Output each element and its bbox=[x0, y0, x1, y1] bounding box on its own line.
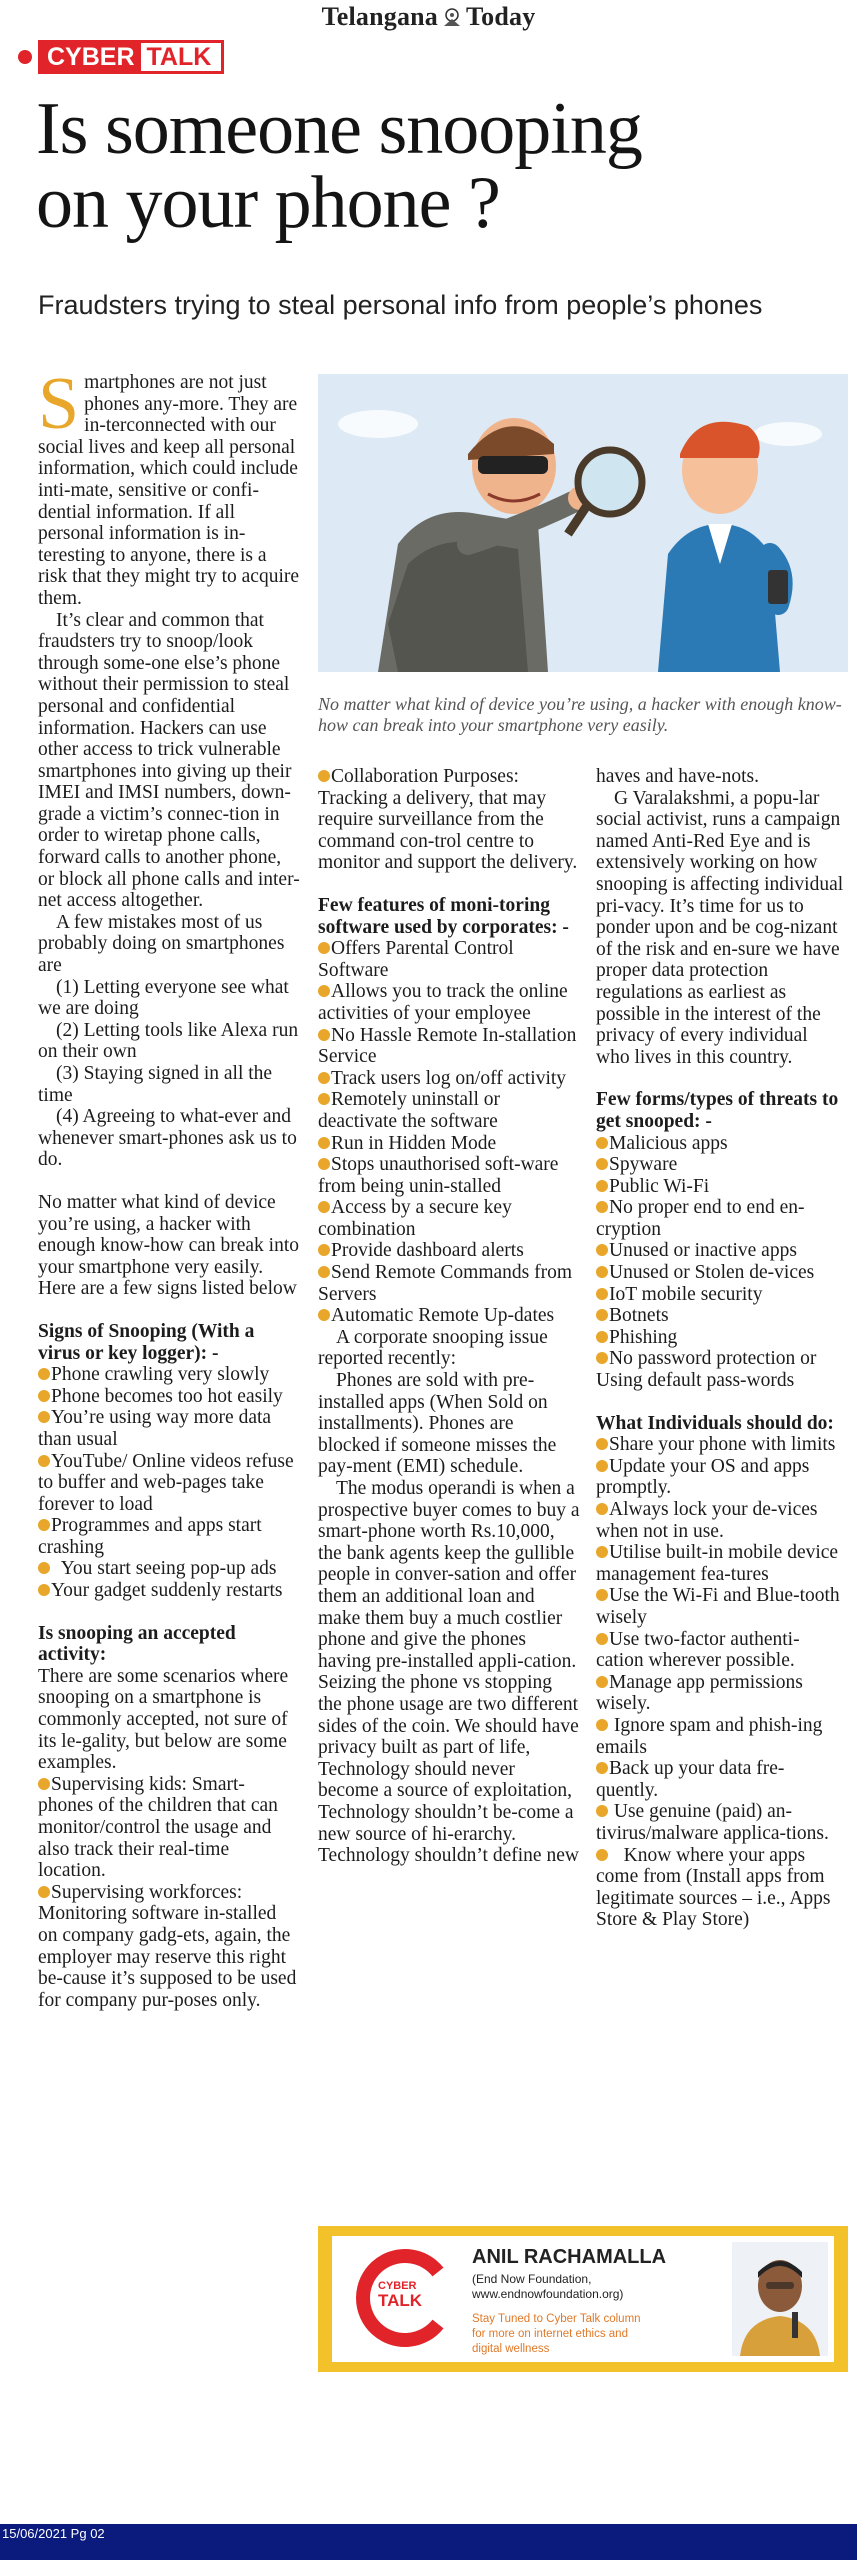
bullet-icon bbox=[596, 1762, 608, 1774]
list-item: You start seeing pop-up ads bbox=[38, 1558, 300, 1580]
hacker-snooping-image bbox=[318, 374, 848, 672]
paragraph-modus: The modus operandi is when a prospective buyer comes to buy a smart-phone worth Rs.10,000, the bank agents keep the gullible people in conver-sation and offer them an additional loan and make them buy a much costlier phone and give the phones having pre-installed appli-cation. Seizing the phone vs stopping the phone usage are two different sides of the coin. We should have privacy built as part of life, Technology should never become a source of exploitation, Technology shouldn’t be-come a new source of hi-erarchy. Technology shouldn’t define new bbox=[318, 1478, 580, 1867]
section-tag bbox=[18, 40, 224, 74]
bullet-icon bbox=[318, 1093, 330, 1105]
paragraph-mistakes: A few mistakes most of us probably doing on smartphones are bbox=[38, 911, 285, 977]
list-item: Update your OS and apps promptly. bbox=[596, 1455, 810, 1499]
masthead-left: Telangana bbox=[321, 2, 439, 31]
bullet-icon bbox=[318, 1158, 330, 1170]
bullet-icon bbox=[596, 1438, 608, 1450]
list-item: Know where your apps come from (Install apps from legitimate sources – i.e., Apps Store & Play Store) bbox=[596, 1844, 831, 1931]
paragraph-fraudsters: It’s clear and common that fraudsters try to snoop/look through some-one else’s phone without their permission to steal personal and confidential information. Hackers can use other access to trick vulnerable smartphones into giving up their IMEI and IMSI numbers, down-grade a victim’s connec-tion in order to wiretap phone calls, forward calls to another phone, or block all phone calls and inter-net access altogether. bbox=[38, 609, 300, 912]
list-item: Back up your data fre-quently. bbox=[596, 1758, 785, 1801]
list-item: No password protection or Using default pass-words bbox=[596, 1348, 817, 1392]
bullet-icon bbox=[596, 1503, 608, 1515]
bullet-icon bbox=[596, 1180, 608, 1192]
cyber-talk-badge bbox=[38, 40, 224, 74]
paragraph-continued: haves and have-nots. bbox=[596, 766, 759, 787]
list-item: Stops unauthorised soft-ware from being unin-stalled bbox=[318, 1154, 559, 1197]
bullet-icon bbox=[318, 1309, 330, 1321]
list-item: Unused or inactive apps bbox=[596, 1240, 846, 1262]
list-item: No proper end to end en-cryption bbox=[596, 1197, 805, 1240]
bullet-icon bbox=[596, 1352, 608, 1364]
bullet-icon bbox=[596, 1633, 608, 1645]
bullet-icon bbox=[596, 1546, 608, 1558]
bullet-icon bbox=[318, 770, 330, 782]
signs-heading: Signs of Snooping (With a virus or key logger): - bbox=[38, 1320, 255, 1364]
image-caption: No matter what kind of device you’re using, a hacker with enough know-how can break into your smartphone very easily. bbox=[318, 694, 842, 735]
list-item: Phone becomes too hot easily bbox=[38, 1386, 300, 1408]
bullet-icon bbox=[596, 1719, 608, 1731]
threats-heading: Few forms/types of threats to get snooped: - bbox=[596, 1089, 839, 1132]
bullet-icon bbox=[596, 1676, 608, 1688]
tag-dot-icon bbox=[18, 50, 32, 64]
list-item: Allows you to track the online activities of your employee bbox=[318, 981, 568, 1024]
hacker-illustration bbox=[318, 374, 848, 672]
list-item: You’re using way more data than usual bbox=[38, 1407, 272, 1450]
bullet-icon bbox=[318, 942, 330, 954]
mistake-item: (4) Agreeing to what-ever and whenever smart-phones ask us to do. bbox=[38, 1106, 297, 1171]
stay-tuned-text: Stay Tuned to Cyber Talk column for more on internet ethics and digital wellness bbox=[472, 2313, 641, 2355]
tag-part-1: CYBER bbox=[41, 43, 141, 71]
bullet-icon bbox=[318, 1029, 330, 1041]
mistake-item: (3) Staying signed in all the time bbox=[38, 1063, 273, 1106]
list-item: Ignore spam and phish-ing emails bbox=[596, 1714, 823, 1758]
bullet-icon bbox=[38, 1455, 50, 1467]
todo-heading: What Individuals should do: bbox=[596, 1412, 834, 1434]
bullet-icon bbox=[318, 1137, 330, 1149]
list-item: Remotely uninstall or deactivate the software bbox=[318, 1089, 500, 1132]
bullet-icon bbox=[38, 1584, 50, 1596]
list-item: Phishing bbox=[596, 1327, 846, 1349]
list-item: Use the Wi-Fi and Blue-tooth wisely bbox=[596, 1585, 840, 1628]
column-1 bbox=[38, 363, 300, 2011]
list-item: Manage app permissions wisely. bbox=[596, 1671, 803, 1715]
list-item: Use genuine (paid) an-tivirus/malware applica-tions. bbox=[596, 1801, 829, 1844]
footer-bar bbox=[0, 2524, 857, 2560]
accepted-heading: Is snooping an accepted activity: bbox=[38, 1622, 236, 1666]
bullet-icon bbox=[596, 1266, 608, 1278]
bullet-icon bbox=[596, 1158, 608, 1170]
bullet-icon bbox=[596, 1137, 608, 1149]
list-item: Botnets bbox=[596, 1305, 846, 1327]
bullet-icon bbox=[38, 1886, 50, 1898]
bullet-icon bbox=[38, 1519, 50, 1531]
paragraph-device: No matter what kind of device you’re using, a hacker with enough know-how can break into your smartphone very easily. Here are a few signs listed below bbox=[38, 1191, 300, 1300]
mistake-item: (2) Letting tools like Alexa run on their own bbox=[38, 1019, 299, 1063]
bullet-icon bbox=[596, 1589, 608, 1601]
features-heading: Few features of moni-toring software used by corporates: - bbox=[318, 894, 569, 938]
list-item: Send Remote Commands from Servers bbox=[318, 1262, 573, 1305]
list-item: Malicious apps bbox=[596, 1133, 846, 1155]
headline bbox=[36, 88, 836, 244]
list-item: Always lock your de-vices when not in use. bbox=[596, 1499, 818, 1542]
promo-inner bbox=[332, 2236, 834, 2362]
tag-part-2: TALK bbox=[146, 43, 212, 71]
logo-text bbox=[378, 2280, 422, 2309]
list-item: Spyware bbox=[596, 1154, 846, 1176]
mistake-item: (1) Letting everyone see what we are doing bbox=[38, 976, 289, 1020]
logo-line-1: CYBER bbox=[378, 2280, 417, 2292]
column-2 bbox=[318, 766, 580, 1867]
paragraph-varalakshmi: G Varalakshmi, a popu-lar social activist, runs a campaign named Anti-Red Eye and is extensively working on how snooping is affecting individual pri-vacy. It’s time for us to ponder upon and be cog-nizant of the risk and en-sure we have proper data protection regulations as earliest as possible in the interest of the privacy of every individual who lives in this country. bbox=[596, 787, 844, 1068]
page-date: 15/06/2021 Pg 02 bbox=[2, 2526, 105, 2541]
emblem-icon bbox=[441, 7, 463, 27]
masthead bbox=[0, 0, 857, 34]
list-item: YouTube/ Online videos refuse to buffer and web-pages take forever to load bbox=[38, 1450, 294, 1515]
author-org-line-1: (End Now Foundation, bbox=[472, 2272, 592, 2286]
list-item: IoT mobile security bbox=[596, 1284, 846, 1306]
bullet-icon bbox=[596, 1331, 608, 1343]
intro-paragraph: martphones are not just phones any-more. They are in-terconnected with our social lives and keep all personal information, which could include inti-mate, sensitive or confi-dential information. If all personal information is in-teresting to anyone, there is a risk that they might try to acquire them. bbox=[38, 372, 300, 609]
masthead-title bbox=[322, 2, 536, 32]
list-item: Access by a secure key combination bbox=[318, 1197, 512, 1240]
author-promo-box bbox=[318, 2226, 848, 2372]
author-org bbox=[472, 2272, 623, 2302]
bullet-icon bbox=[318, 985, 330, 997]
bullet-icon bbox=[38, 1778, 50, 1790]
bullet-icon bbox=[38, 1562, 50, 1574]
author-website: www.endnowfoundation.org) bbox=[472, 2287, 624, 2301]
bullet-icon bbox=[318, 1266, 330, 1278]
list-item: Phone crawling very slowly bbox=[38, 1364, 300, 1386]
list-item: Utilise built-in mobile device management fea-tures bbox=[596, 1542, 839, 1585]
list-item: Run in Hidden Mode bbox=[318, 1133, 580, 1155]
author-photo bbox=[732, 2242, 828, 2356]
paragraph-case: A corporate snooping issue reported recently: bbox=[318, 1326, 548, 1370]
headline-line-2: on your phone ? bbox=[36, 162, 500, 244]
list-item: Programmes and apps start crashing bbox=[38, 1515, 262, 1558]
subheadline: Fraudsters trying to steal personal info from people’s phones bbox=[38, 290, 763, 320]
list-item: Your gadget suddenly restarts bbox=[38, 1580, 300, 1602]
bullet-icon bbox=[596, 1201, 608, 1213]
bullet-icon bbox=[596, 1244, 608, 1256]
bullet-icon bbox=[38, 1368, 50, 1380]
list-item: Offers Parental Control Software bbox=[318, 938, 514, 981]
list-item: Unused or Stolen de-vices bbox=[596, 1262, 846, 1284]
list-item: Automatic Remote Up-dates bbox=[318, 1305, 580, 1327]
list-item: Use two-factor authenti-cation wherever possible. bbox=[596, 1628, 800, 1672]
bullet-icon bbox=[38, 1411, 50, 1423]
bullet-icon bbox=[596, 1460, 608, 1472]
paragraph-sold: Phones are sold with pre-installed apps (When Sold on installments). Phones are blocked if someone misses the pay-ment (EMI) schedule. bbox=[318, 1370, 557, 1478]
author-name: ANIL RACHAMALLA bbox=[472, 2246, 667, 2268]
masthead-right: Today bbox=[466, 2, 536, 31]
bullet-icon bbox=[596, 1288, 608, 1300]
list-item: Provide dashboard alerts bbox=[318, 1240, 580, 1262]
bullet-icon bbox=[596, 1309, 608, 1321]
list-item: Share your phone with limits bbox=[596, 1434, 846, 1456]
list-item: Supervising workforces: Monitoring software in-stalled on company gadg-ets, again, the employer may reserve this right be-cause it’s supposed to be used for company pur-poses only. bbox=[38, 1881, 297, 2011]
list-item: Supervising kids: Smart-phones of the children that can monitor/control the usage and also track their real-time location. bbox=[38, 1773, 278, 1882]
list-item: Collaboration Purposes: Tracking a delivery, that may require surveillance from the command con-trol centre to monitor and support the delivery. bbox=[318, 766, 578, 874]
bullet-icon bbox=[318, 1244, 330, 1256]
list-item: Public Wi-Fi bbox=[596, 1176, 846, 1198]
list-item: Track users log on/off activity bbox=[318, 1068, 580, 1090]
bullet-icon bbox=[38, 1390, 50, 1402]
list-item: No Hassle Remote In-stallation Service bbox=[318, 1024, 577, 1068]
bullet-icon bbox=[318, 1201, 330, 1213]
bullet-icon bbox=[596, 1849, 608, 1861]
bullet-icon bbox=[596, 1805, 608, 1817]
bullet-icon bbox=[318, 1072, 330, 1084]
drop-cap: S bbox=[38, 363, 80, 445]
accepted-intro: There are some scenarios where snooping on a smartphone is commonly accepted, not sure of its le-gality, but below are some examples. bbox=[38, 1665, 289, 1774]
logo-line-2: TALK bbox=[378, 2291, 423, 2310]
headline-line-1: Is someone snooping bbox=[36, 88, 642, 170]
column-3 bbox=[596, 766, 846, 1931]
